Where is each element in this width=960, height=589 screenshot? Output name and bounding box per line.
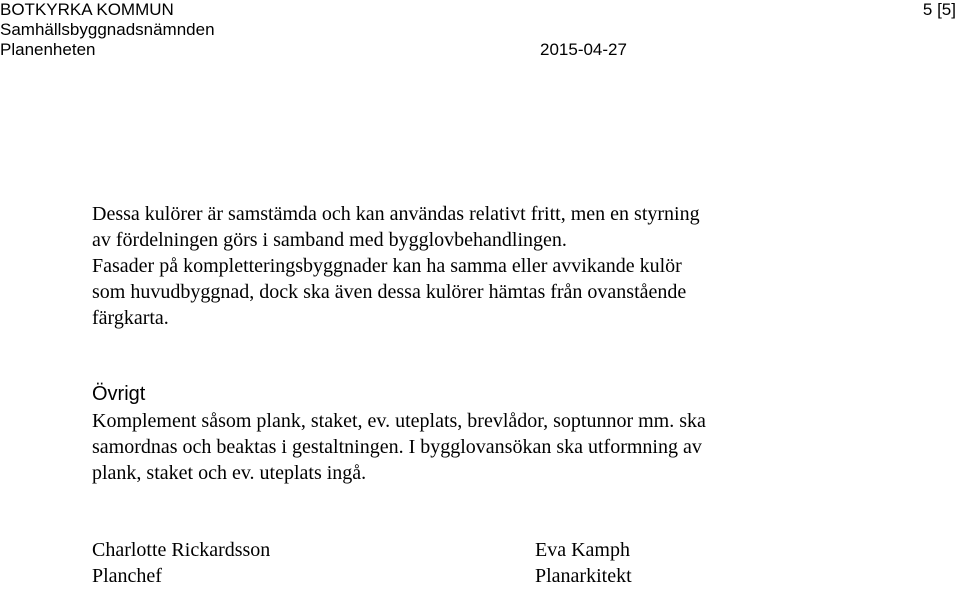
department-name: Samhällsbyggnadsnämnden	[0, 20, 215, 39]
signature-name-1: Charlotte Rickardsson	[92, 539, 271, 561]
body-paragraph-colors: Dessa kulörer är samstämda och kan användas relativt fritt, men en styrning av fördelningen görs i samband med bygglovbehandlingen. Fasader på kompletteringsbyggnader kan ha samma eller avvikande kulör som huvudbyggnad, dock ska även dessa kulörer hämtas från ovanstående färgkarta.	[92, 203, 700, 329]
body-paragraph-ovrigt: Komplement såsom plank, staket, ev. uteplats, brevlådor, soptunnor mm. ska samordnas och beaktas i gestaltningen. I bygglovansökan ska utformning av plank, staket och ev. uteplats ingå.	[92, 410, 706, 484]
section-heading-ovrigt: Övrigt	[92, 383, 146, 405]
organization-name: BOTKYRKA KOMMUN	[0, 0, 174, 19]
signature-title-1: Planchef	[92, 565, 162, 587]
signature-title-2: Planarkitekt	[535, 565, 632, 587]
unit-name: Planenheten	[0, 40, 96, 59]
signature-name-2: Eva Kamph	[535, 539, 630, 561]
document-date: 2015-04-27	[540, 40, 627, 59]
page-number: 5 [5]	[922, 0, 956, 19]
